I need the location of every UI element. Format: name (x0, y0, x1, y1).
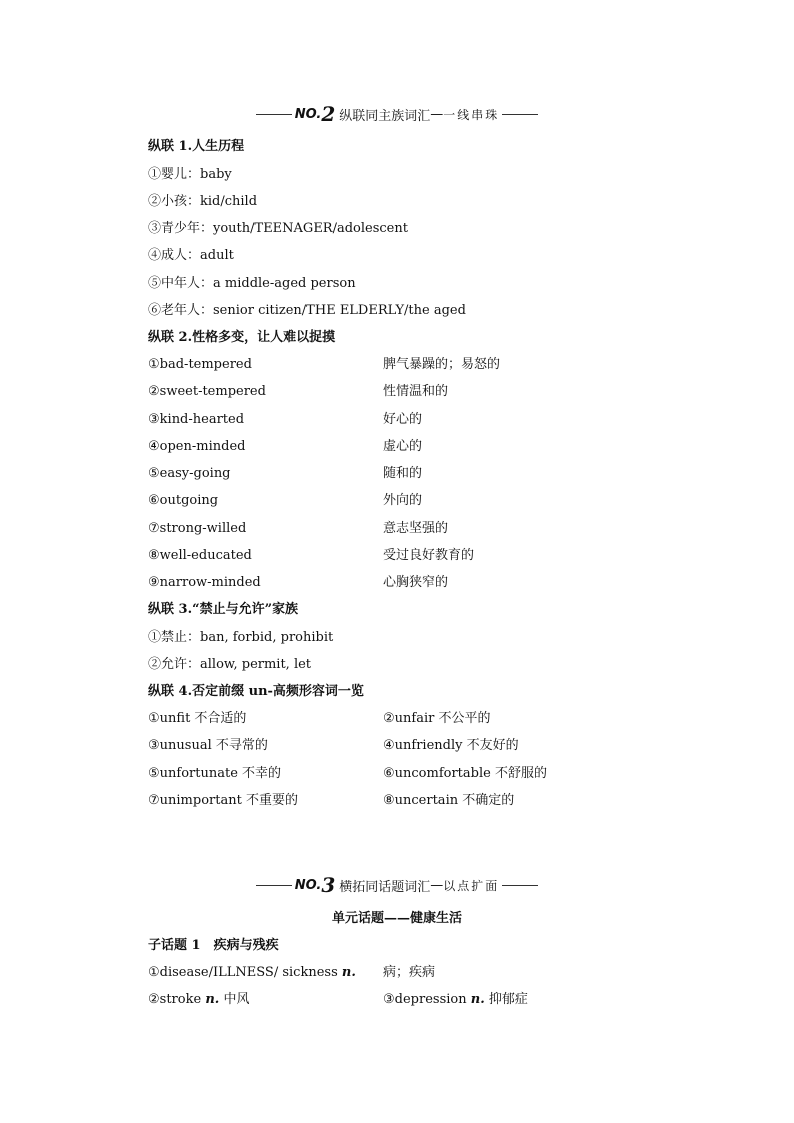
section-no-label: NO. (294, 877, 322, 893)
list-item: ①禁止：ban, forbid, prohibit (148, 630, 334, 645)
vocab-word: ③depression (383, 992, 467, 1007)
vocab-meaning: 随和的 (383, 466, 423, 481)
vocab-term: ⑦strong-willed (148, 521, 247, 536)
section-title: 横拓同话题词汇 (339, 879, 431, 895)
section-3-header (0, 874, 794, 896)
vocab-meaning: 受过良好教育的 (383, 548, 475, 563)
list-item: ②允许：allow, permit, let (148, 657, 312, 672)
vocab-meaning: 中风 (223, 992, 250, 1007)
section-subtitle: 以点扩面 (443, 878, 500, 893)
header-rule-right (502, 885, 538, 886)
list-item: ⑤中年人：a middle-aged person (148, 276, 356, 291)
topic-title: 单元话题——健康生活 (331, 911, 462, 926)
vocab-term: ⑥uncomfortable 不舒服的 (383, 766, 547, 781)
section-title: 纵联同主族词汇 (339, 108, 431, 124)
part-of-speech: n. (470, 992, 485, 1007)
vocab-term: ④unfriendly 不友好的 (383, 738, 519, 753)
section-no-label: NO. (294, 106, 322, 122)
part-of-speech: n. (341, 965, 356, 980)
vocab-meaning: 心胸狭窄的 (383, 575, 449, 590)
vocab-term: ②unfair 不公平的 (383, 711, 491, 726)
header-rule-right (502, 114, 538, 115)
vocab-term: ①bad-tempered (148, 357, 252, 372)
group-1-title: 纵联 1.人生历程 (148, 139, 245, 154)
vocab-term: ⑤unfortunate 不幸的 (148, 766, 282, 781)
vocab-term: ⑤easy-going (148, 466, 231, 481)
vocab-meaning: 虚心的 (383, 439, 423, 454)
vocab-term: ③unusual 不寻常的 (148, 738, 268, 753)
section-number: 2 (321, 102, 336, 126)
vocab-meaning: 性情温和的 (383, 384, 449, 399)
section-dash: — (430, 877, 444, 893)
vocab-term: ⑧uncertain 不确定的 (383, 793, 515, 808)
header-rule-left (256, 885, 292, 886)
list-item: ③青少年：youth/TEENAGER/adolescent (148, 221, 408, 236)
group-2-title: 纵联 2.性格多变，让人难以捉摸 (148, 330, 336, 345)
vocab-term (148, 990, 249, 1010)
vocab-term (148, 963, 356, 983)
list-item: ⑥老年人：senior citizen/THE ELDERLY/the aged (148, 303, 466, 318)
section-subtitle: 一线串珠 (443, 107, 500, 122)
list-item: ①婴儿：baby (148, 167, 232, 182)
vocab-term (383, 990, 528, 1010)
vocab-term: ⑧well-educated (148, 548, 252, 563)
vocab-meaning: 脾气暴躁的；易怒的 (383, 357, 501, 372)
vocab-meaning: 外向的 (383, 493, 423, 508)
vocab-meaning: 病；疾病 (383, 965, 436, 980)
section-dash: — (430, 106, 444, 122)
subtopic-title: 子话题 1 疾病与残疾 (148, 938, 279, 953)
group-3-title: 纵联 3.“禁止与允许”家族 (148, 602, 299, 617)
list-item: ②小孩：kid/child (148, 194, 258, 209)
part-of-speech: n. (205, 992, 220, 1007)
vocab-term: ④open-minded (148, 439, 246, 454)
vocab-meaning: 意志坚强的 (383, 521, 449, 536)
header-rule-left (256, 114, 292, 115)
section-2-header (0, 103, 794, 125)
vocab-meaning: 抑郁症 (488, 992, 528, 1007)
vocab-meaning: 好心的 (383, 412, 423, 427)
vocab-word: ②stroke (148, 992, 202, 1007)
list-item: ④成人：adult (148, 248, 234, 263)
vocab-term: ①unfit 不合适的 (148, 711, 247, 726)
vocab-term: ③kind-hearted (148, 412, 245, 427)
vocab-word: ①disease/ILLNESS/ sickness (148, 965, 338, 980)
vocab-term: ②sweet-tempered (148, 384, 266, 399)
section-number: 3 (321, 873, 336, 897)
vocab-term: ⑨narrow-minded (148, 575, 261, 590)
group-4-title: 纵联 4.否定前缀 un-高频形容词一览 (148, 684, 364, 699)
vocab-term: ⑦unimportant 不重要的 (148, 793, 298, 808)
vocab-term: ⑥outgoing (148, 493, 219, 508)
